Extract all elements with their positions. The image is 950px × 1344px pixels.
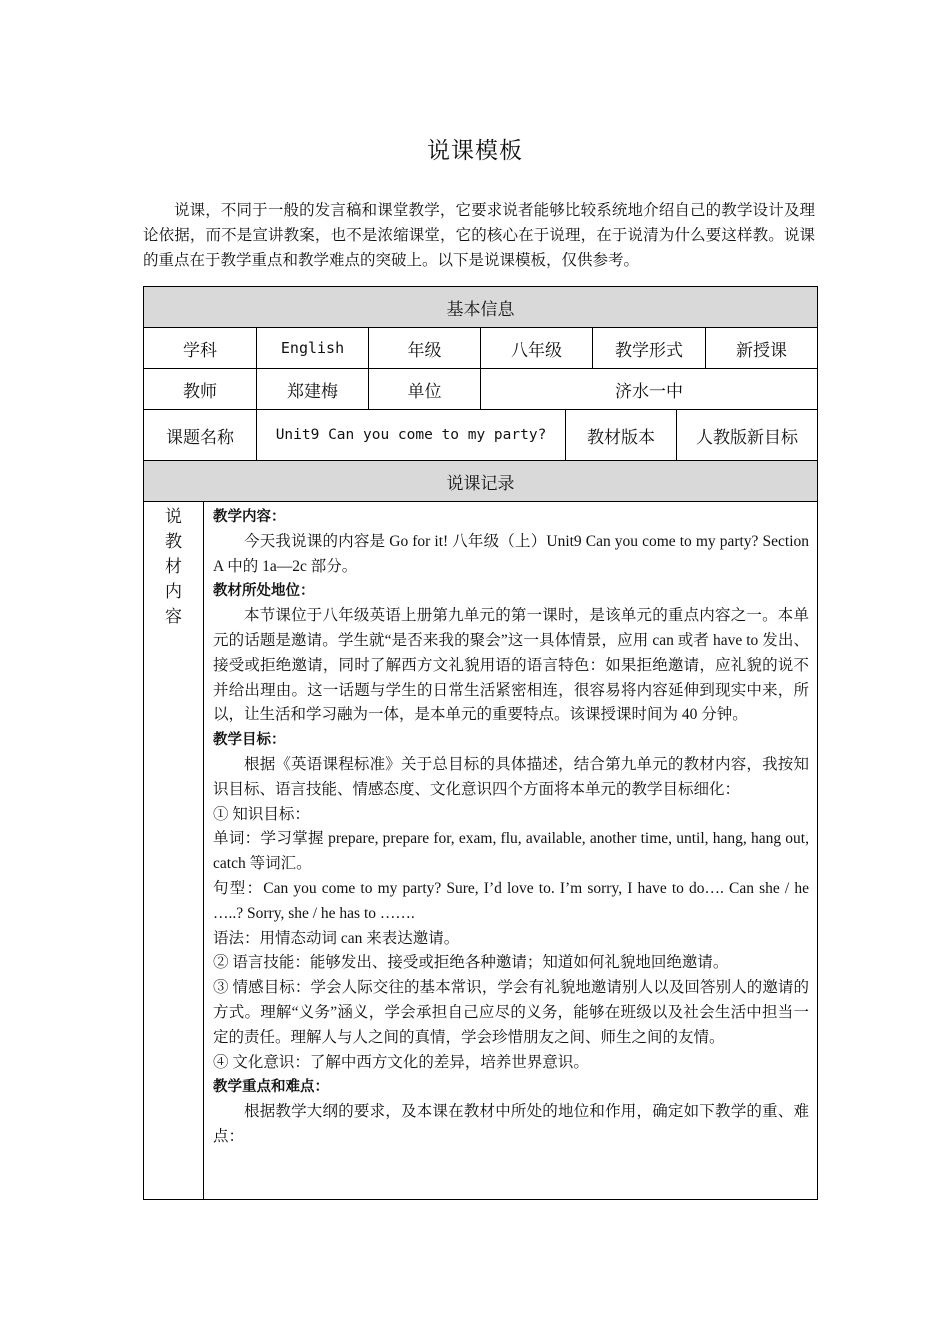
content-text: 今天我说课的内容是 Go for it! 八年级（上）Unit9 Can you come to my party? Section A 中的 1a—2c 部分。 xyxy=(213,532,809,575)
textbook-edition-value: 人教版新目标 xyxy=(696,427,798,448)
culture-goal-text: ④ 文化意识：了解中西方文化的差异，培养世界意识。 xyxy=(213,1053,589,1071)
side-char: 教 xyxy=(165,532,182,552)
position-text: 本节课位于八年级英语上册第九单元的第一课时，是该单元的重点内容之一。本单元的话题是邀请。学生就“是否来我的聚会”这一具体情景，应用 can 或者 have to 发出、接受或拒绝邀请，同时了解西方文礼貌用语的语言特色：如果拒绝邀请，应礼貌的说不并给出理由。这一话题与学生的日常生活紧密相连，很容易将内容延伸到现实中来，所以，让生活和学习融为一体，是本单元的重要特点。该课授课时间为 40 分钟。 xyxy=(213,607,809,724)
content-heading: 教学内容： xyxy=(213,509,286,525)
record-content xyxy=(204,502,817,1199)
subject-row xyxy=(144,328,817,369)
subject-value: English xyxy=(257,328,369,368)
basic-info-header: 基本信息 xyxy=(446,299,515,320)
grammar-text: 语法：用情态动词 can 来表达邀请。 xyxy=(213,929,460,947)
side-char: 内 xyxy=(165,582,182,602)
goals-heading: 教学目标： xyxy=(213,732,286,749)
record-body xyxy=(144,502,817,1199)
position-heading: 教材所处地位： xyxy=(213,583,315,600)
keypoints-heading: 教学重点和难点： xyxy=(213,1079,329,1096)
unit-label: 单位 xyxy=(369,369,481,409)
subject-label: 学科 xyxy=(144,328,257,368)
lesson-title-label: 课题名称 xyxy=(144,410,257,460)
emotion-goal-text: ③ 情感目标：学会人际交往的基本常识，学会有礼貌地邀请别人以及回答别人的邀请的方式。理解“义务”涵义，学会承担自己应尽的义务，能够在班级以及社会生活中担当一定的责任。理解人与人之间的真情，学会珍惜朋友之间、师生之间的友情。 xyxy=(213,979,809,1046)
basic-info-header-row xyxy=(144,287,817,328)
grade-label: 年级 xyxy=(369,328,481,368)
teacher-value: 郑建梅 xyxy=(257,369,369,409)
language-skills-text: ② 语言技能：能够发出、接受或拒绝各种邀请；知道如何礼貌地回绝邀请。 xyxy=(213,954,729,972)
vocabulary-text: 单词：学习掌握 prepare, prepare for, exam, flu, available, another time, until, hang, hang out, catch 等词汇。 xyxy=(213,830,809,873)
record-header-row xyxy=(144,461,817,502)
knowledge-goal-title: ① 知识目标： xyxy=(213,805,310,823)
side-char: 说 xyxy=(165,507,182,527)
intro-paragraph xyxy=(143,198,815,273)
lesson-info-table xyxy=(143,286,818,1200)
lesson-title-value: Unit9 Can you come to my party? xyxy=(257,410,566,460)
record-header: 说课记录 xyxy=(446,473,515,494)
page-title: 说课模板 xyxy=(427,138,523,164)
teaching-form-value: 新授课 xyxy=(736,340,787,361)
side-char: 材 xyxy=(165,557,182,577)
teacher-label: 教师 xyxy=(144,369,257,409)
grade-value: 八年级 xyxy=(481,328,593,368)
textbook-edition-label: 教材版本 xyxy=(566,410,677,460)
goals-text: 根据《英语课程标准》关于总目标的具体描述，结合第九单元的教材内容，我按知识目标、语言技能、情感态度、文化意识四个方面将本单元的教学目标细化： xyxy=(213,755,809,798)
intro-text: 说课，不同于一般的发言稿和课堂教学，它要求说者能够比较系统地介绍自己的教学设计及理论依据，而不是宣讲教案，也不是浓缩课堂，它的核心在于说理，在于说清为什么要这样教。说课的重点在于教学重点和教学难点的突破上。以下是说课模板，仅供参考。 xyxy=(143,201,815,269)
teaching-form-label: 教学形式 xyxy=(593,328,706,368)
lesson-row xyxy=(144,410,817,461)
side-char: 容 xyxy=(165,607,182,627)
sentence-pattern-text: 句型：Can you come to my party? Sure, I’d love to. I’m sorry, I have to do…. Can she / he …..? Sorry, she / he has to ……. xyxy=(213,879,809,922)
unit-value: 济水一中 xyxy=(615,381,683,402)
keypoints-text: 根据教学大纲的要求，及本课在教材中所处的地位和作用，确定如下教学的重、难点： xyxy=(213,1103,809,1145)
teacher-row xyxy=(144,369,817,410)
record-side-label xyxy=(144,502,204,1199)
